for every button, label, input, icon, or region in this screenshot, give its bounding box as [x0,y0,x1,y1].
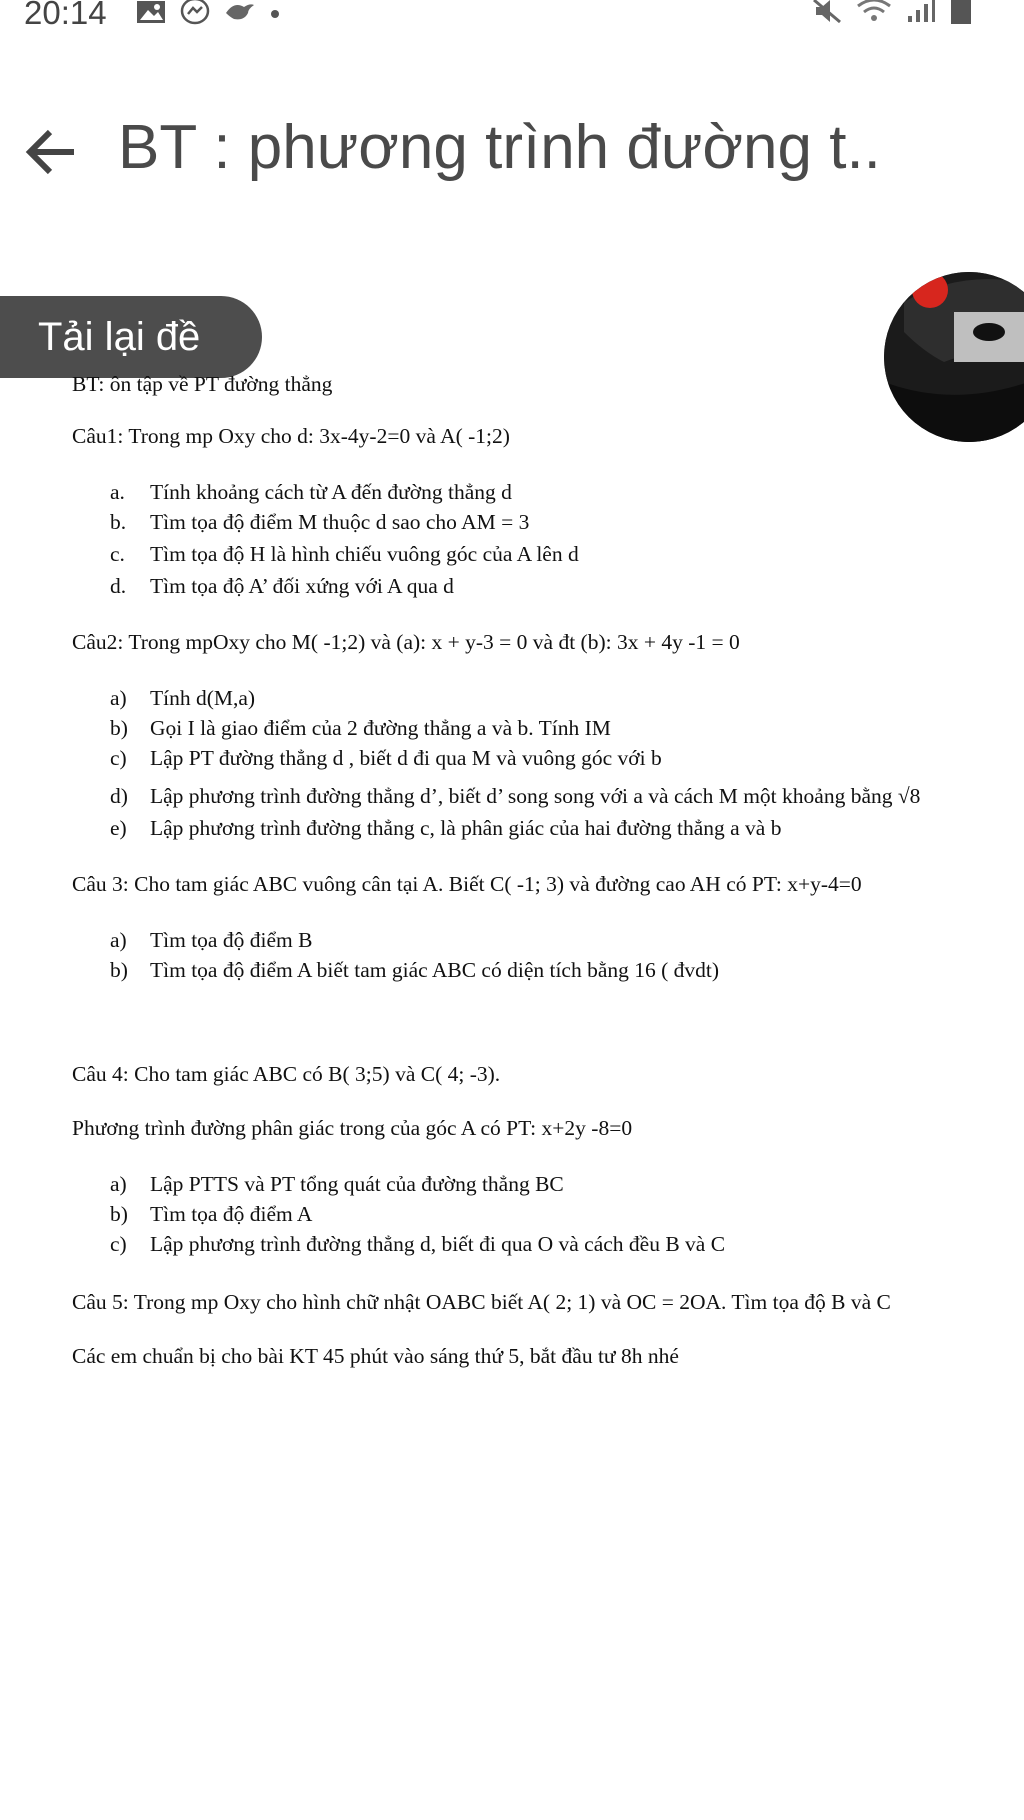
avatar-image [884,272,1024,442]
status-icons-right [812,0,972,29]
signal-icon [906,0,936,29]
bird-icon [224,0,256,30]
list-item: c) Lập PT đường thẳng d , biết d đi qua M và vuông góc với b [110,746,662,770]
question-4: Câu 4: Cho tam giác ABC có B( 3;5) và C( 4; -3). [72,1062,501,1086]
status-time: 20:14 [24,0,107,31]
messenger-icon [180,0,210,31]
dot-icon [270,6,280,24]
doc-heading: BT: ôn tập về PT đường thẳng [72,372,333,396]
wifi-icon [856,0,892,29]
question-1: Câu1: Trong mp Oxy cho d: 3x-4y-2=0 và A( -1;2) [72,424,510,448]
reload-exam-label: Tải lại đề [38,314,201,359]
question-2: Câu2: Trong mpOxy cho M( -1;2) và (a): x + y-3 = 0 và đt (b): 3x + 4y -1 = 0 [72,630,740,654]
status-icons-left [136,0,280,31]
list-item: c) Lập phương trình đường thẳng d, biết đi qua O và cách đều B và C [110,1232,726,1256]
list-item: d. Tìm tọa độ A’ đối xứng với A qua d [110,574,454,598]
gallery-icon [136,0,166,29]
back-button[interactable] [22,122,82,182]
reload-exam-button[interactable] [0,296,262,378]
list-item: b) Tìm tọa độ điểm A biết tam giác ABC có diện tích bằng 16 ( đvdt) [110,958,720,982]
question-5: Câu 5: Trong mp Oxy cho hình chữ nhật OABC biết A( 2; 1) và OC = 2OA. Tìm tọa độ B và C [72,1290,891,1314]
list-item: b. Tìm tọa độ điểm M thuộc d sao cho AM = 3 [110,510,530,534]
app-header [0,100,1024,200]
avatar-status-dot [912,272,948,308]
list-item: c. Tìm tọa độ H là hình chiếu vuông góc của A lên d [110,542,579,566]
question-4-line-2: Phương trình đường phân giác trong của góc A có PT: x+2y -8=0 [72,1116,633,1140]
list-item: b) Gọi I là giao điểm của 2 đường thẳng a và b. Tính IM [110,716,611,740]
list-item: e) Lập phương trình đường thẳng c, là phân giác của hai đường thẳng a và b [110,816,782,840]
status-bar [0,0,1024,34]
list-item: a) Lập PTTS và PT tổng quát của đường thẳng BC [110,1172,564,1196]
question-3: Câu 3: Cho tam giác ABC vuông cân tại A. Biết C( -1; 3) và đường cao AH có PT: x+y-4=0 [72,872,862,896]
closing-note: Các em chuẩn bị cho bài KT 45 phút vào sáng thứ 5, bắt đầu tư 8h nhé [72,1344,679,1368]
list-item: b) Tìm tọa độ điểm A [110,1202,313,1226]
mute-icon [812,0,842,29]
list-item: d) Lập phương trình đường thẳng d’, biết d’ song song với a và cách M một khoảng bằng √8 [110,784,921,808]
arrow-left-icon [22,122,82,182]
battery-icon [950,0,972,29]
list-item: a) Tính d(M,a) [110,686,256,710]
list-item: a) Tìm tọa độ điểm B [110,928,313,952]
page-title: BT : phương trình đường t.. [118,113,881,182]
avatar[interactable] [884,272,1024,442]
list-item: a. Tính khoảng cách từ A đến đường thẳng d [110,480,512,504]
